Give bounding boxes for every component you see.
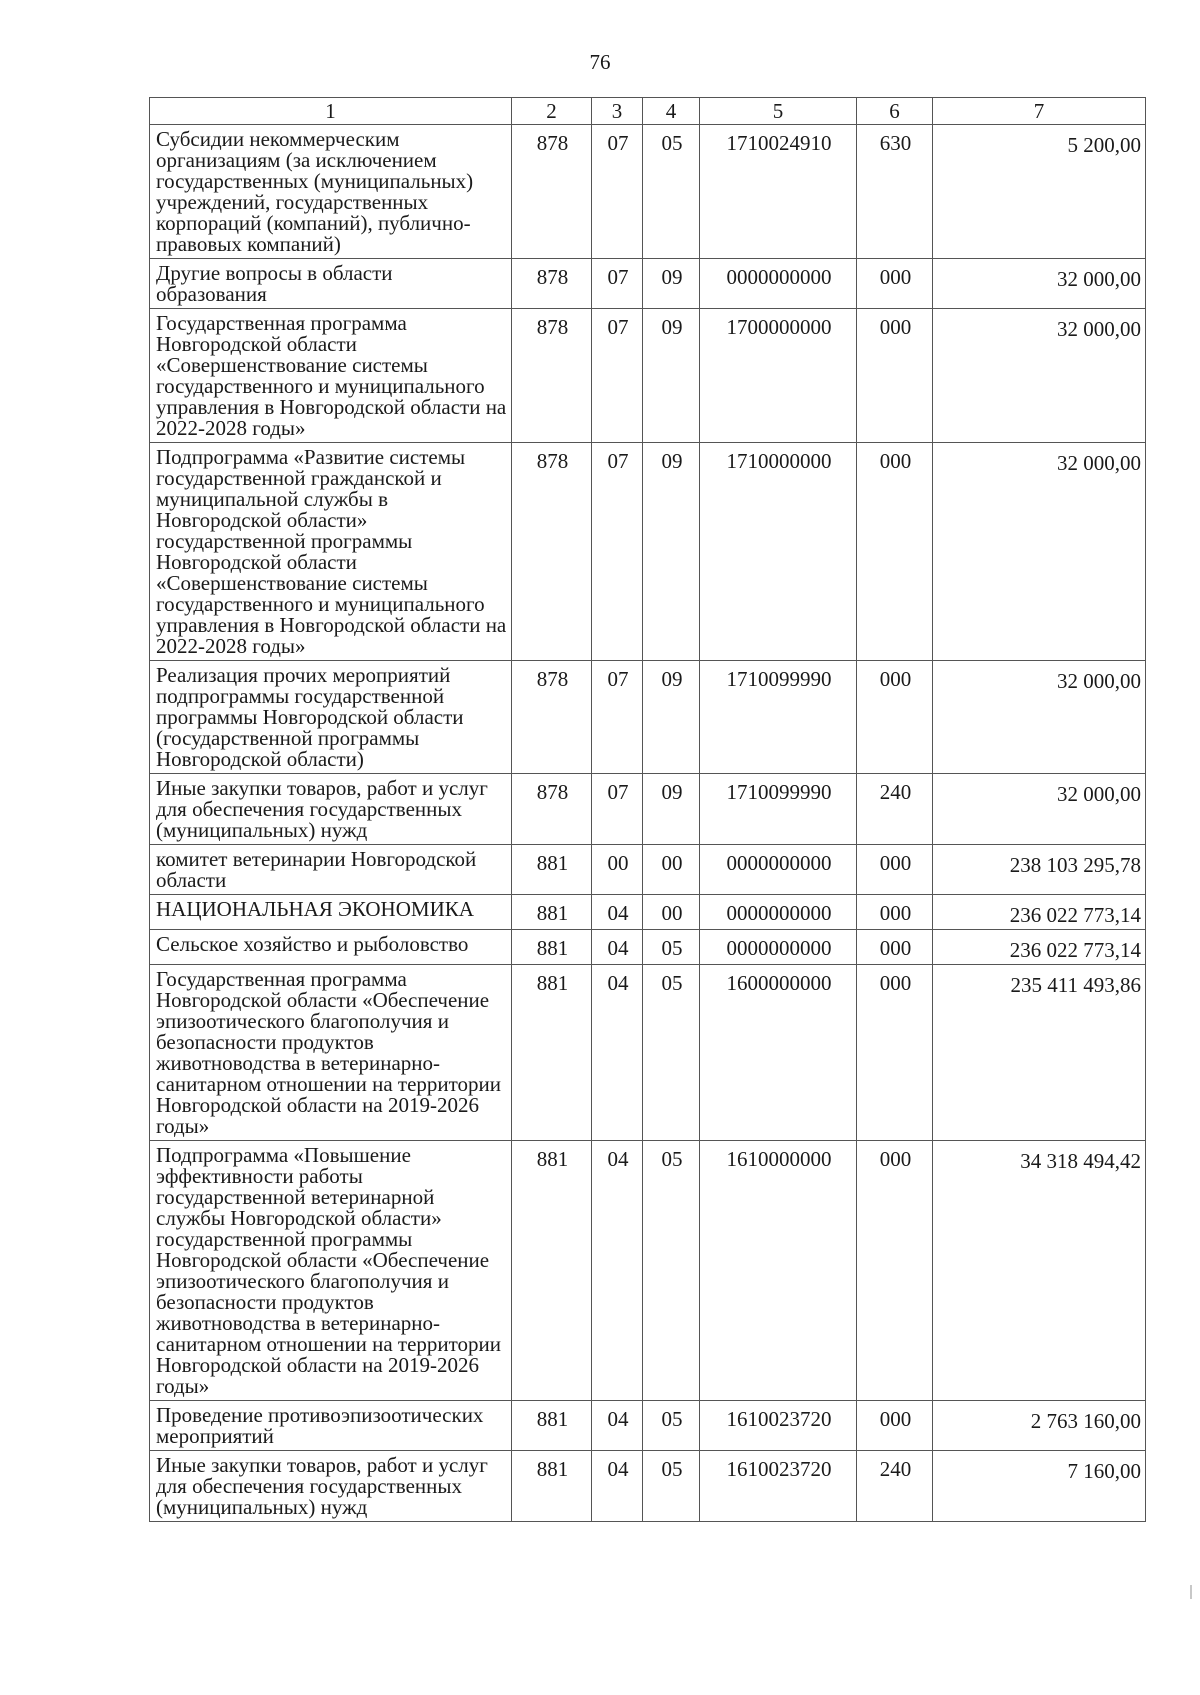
row-value-cell-2: 878 [512,125,592,259]
header-cell: 2 [512,98,592,125]
budget-table-container [149,97,1145,1522]
row-value-cell-4: 05 [643,930,700,965]
row-value-cell-5: 1710024910 [700,125,857,259]
header-cell: 4 [643,98,700,125]
row-value-cell-7: 238 103 295,78 [933,845,1146,895]
row-value-cell-5: 1600000000 [700,965,857,1141]
row-value-cell-6: 240 [857,1451,933,1522]
row-value-cell-7: 32 000,00 [933,661,1146,774]
row-value-cell-5: 1610023720 [700,1451,857,1522]
budget-table [149,97,1146,1522]
row-value-cell-2: 881 [512,1401,592,1451]
header-cell: 7 [933,98,1146,125]
row-value-cell-5: 1610023720 [700,1401,857,1451]
row-value-cell-5: 1700000000 [700,309,857,443]
row-value-cell-3: 04 [592,1401,643,1451]
row-name-cell: НАЦИОНАЛЬНАЯ ЭКОНОМИКА [150,895,512,930]
row-value-cell-6: 000 [857,443,933,661]
row-value-cell-3: 07 [592,309,643,443]
row-value-cell-6: 000 [857,895,933,930]
row-value-cell-7: 32 000,00 [933,259,1146,309]
row-name-cell: Государственная программа Новгородской области «Совершенствование системы государственного и муниципального управления в Новгородской области на 2022-2028 годы» [150,309,512,443]
row-value-cell-2: 878 [512,774,592,845]
row-value-cell-4: 00 [643,895,700,930]
row-name-cell: Подпрограмма «Развитие системы государственной гражданской и муниципальной службы в Новгородской области» государственной программы Новгородской области «Совершенствование системы государственного и муниципального управления в Новгородской области на 2022-2028 годы» [150,443,512,661]
row-value-cell-5: 0000000000 [700,895,857,930]
table-header-row [150,98,1146,125]
row-value-cell-4: 05 [643,125,700,259]
row-value-cell-5: 1710000000 [700,443,857,661]
row-value-cell-7: 236 022 773,14 [933,930,1146,965]
scan-margin-mark [1190,1585,1192,1599]
row-value-cell-7: 32 000,00 [933,774,1146,845]
row-value-cell-3: 07 [592,774,643,845]
row-value-cell-6: 000 [857,965,933,1141]
table-row [150,1141,1146,1401]
row-value-cell-6: 000 [857,845,933,895]
row-name-cell: Государственная программа Новгородской области «Обеспечение эпизоотического благополучия и безопасности продуктов животноводства в ветеринарно-санитарном отношении на территории Новгородской области на 2019-2026 годы» [150,965,512,1141]
table-row [150,774,1146,845]
row-value-cell-3: 04 [592,930,643,965]
table-row [150,1451,1146,1522]
row-value-cell-5: 0000000000 [700,259,857,309]
row-value-cell-2: 881 [512,930,592,965]
row-value-cell-6: 000 [857,661,933,774]
page-number: 76 [589,50,611,74]
row-value-cell-5: 0000000000 [700,845,857,895]
row-value-cell-4: 09 [643,661,700,774]
row-value-cell-7: 32 000,00 [933,309,1146,443]
row-value-cell-7: 236 022 773,14 [933,895,1146,930]
row-name-cell: Сельское хозяйство и рыболовство [150,930,512,965]
row-value-cell-4: 05 [643,1401,700,1451]
table-row [150,661,1146,774]
header-cell: 5 [700,98,857,125]
row-name-cell: Другие вопросы в области образования [150,259,512,309]
row-value-cell-2: 881 [512,895,592,930]
row-value-cell-7: 235 411 493,86 [933,965,1146,1141]
row-value-cell-4: 05 [643,1141,700,1401]
row-value-cell-3: 07 [592,443,643,661]
row-value-cell-3: 04 [592,965,643,1141]
row-value-cell-4: 09 [643,309,700,443]
row-value-cell-6: 000 [857,1141,933,1401]
row-name-cell: Иные закупки товаров, работ и услуг для обеспечения государственных (муниципальных) нужд [150,774,512,845]
row-name-cell: Проведение противоэпизоотических мероприятий [150,1401,512,1451]
row-value-cell-7: 5 200,00 [933,125,1146,259]
header-cell: 1 [150,98,512,125]
row-value-cell-6: 630 [857,125,933,259]
row-value-cell-6: 000 [857,930,933,965]
header-cell: 6 [857,98,933,125]
table-row [150,443,1146,661]
row-value-cell-4: 05 [643,965,700,1141]
row-value-cell-7: 34 318 494,42 [933,1141,1146,1401]
row-value-cell-6: 000 [857,259,933,309]
row-value-cell-2: 878 [512,443,592,661]
table-row [150,1401,1146,1451]
row-value-cell-5: 1610000000 [700,1141,857,1401]
row-value-cell-4: 05 [643,1451,700,1522]
row-value-cell-2: 881 [512,1451,592,1522]
row-value-cell-4: 00 [643,845,700,895]
row-value-cell-3: 07 [592,259,643,309]
row-value-cell-5: 1710099990 [700,661,857,774]
row-value-cell-6: 000 [857,309,933,443]
row-value-cell-2: 881 [512,965,592,1141]
row-value-cell-5: 0000000000 [700,930,857,965]
header-cell: 3 [592,98,643,125]
row-value-cell-2: 881 [512,1141,592,1401]
row-value-cell-3: 04 [592,1141,643,1401]
table-row [150,965,1146,1141]
row-name-cell: Подпрограмма «Повышение эффективности работы государственной ветеринарной службы Новгородской области» государственной программы Новгородской области «Обеспечение эпизоотического благополучия и безопасности продуктов животноводства в ветеринарно-санитарном отношении на территории Новгородской области на 2019-2026 годы» [150,1141,512,1401]
row-value-cell-3: 04 [592,1451,643,1522]
row-value-cell-3: 07 [592,661,643,774]
row-value-cell-4: 09 [643,774,700,845]
row-value-cell-5: 1710099990 [700,774,857,845]
row-value-cell-7: 2 763 160,00 [933,1401,1146,1451]
table-row [150,125,1146,259]
row-name-cell: Реализация прочих мероприятий подпрограммы государственной программы Новгородской области (государственной программы Новгородской области) [150,661,512,774]
row-name-cell: Иные закупки товаров, работ и услуг для обеспечения государственных (муниципальных) нужд [150,1451,512,1522]
row-value-cell-3: 07 [592,125,643,259]
row-value-cell-4: 09 [643,259,700,309]
row-name-cell: комитет ветеринарии Новгородской области [150,845,512,895]
table-row [150,309,1146,443]
row-value-cell-2: 878 [512,309,592,443]
row-value-cell-6: 000 [857,1401,933,1451]
table-row [150,259,1146,309]
table-row [150,930,1146,965]
row-value-cell-2: 878 [512,661,592,774]
row-value-cell-2: 878 [512,259,592,309]
row-value-cell-3: 04 [592,895,643,930]
row-value-cell-7: 32 000,00 [933,443,1146,661]
row-value-cell-3: 00 [592,845,643,895]
table-row [150,895,1146,930]
row-value-cell-6: 240 [857,774,933,845]
table-row [150,845,1146,895]
row-value-cell-4: 09 [643,443,700,661]
row-name-cell: Субсидии некоммерческим организациям (за исключением государственных (муниципальных) учреждений, государственных корпораций (компаний), публично-правовых компаний) [150,125,512,259]
row-value-cell-7: 7 160,00 [933,1451,1146,1522]
row-value-cell-2: 881 [512,845,592,895]
